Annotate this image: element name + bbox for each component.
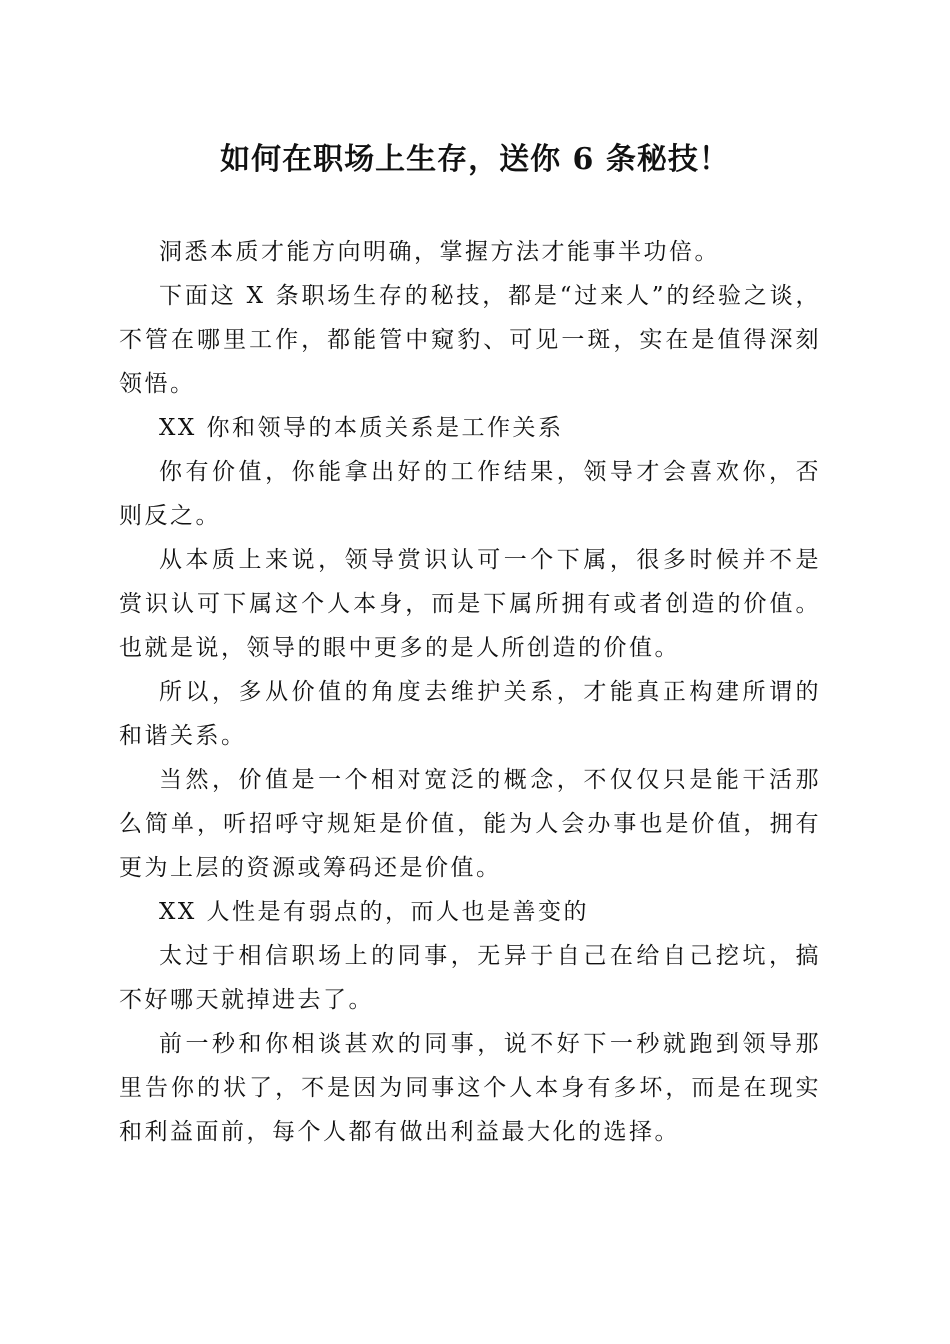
paragraph-overview: 下面这 X 条职场生存的秘技，都是“过来人”的经验之谈，不管在哪里工作，都能管中窥豹、可见一斑，实在是值得深刻领悟。 — [119, 283, 821, 397]
paragraph: 太过于相信职场上的同事，无异于自己在给自己挖坑，搞不好哪天就掉进去了。 — [119, 943, 821, 1013]
paragraph: 前一秒和你相谈甚欢的同事，说不好下一秒就跑到领导那里告你的状了，不是因为同事这个人本身有多坏，而是在现实和利益面前，每个人都有做出利益最大化的选择。 — [119, 1031, 821, 1145]
section-heading-1: XX 你和领导的本质关系是工作关系 — [159, 415, 564, 441]
paragraph: 从本质上来说，领导赏识认可一个下属，很多时候并不是赏识认可下属这个人本身，而是下属所拥有或者创造的价值。也就是说，领导的眼中更多的是人所创造的价值。 — [119, 547, 821, 661]
paragraph: 所以，多从价值的角度去维护关系，才能真正构建所谓的和谐关系。 — [119, 679, 821, 749]
document-body — [119, 230, 821, 1154]
paragraph: 当然，价值是一个相对宽泛的概念，不仅仅只是能干活那么简单，听招呼守规矩是价值，能为人会办事也是价值，拥有更为上层的资源或筹码还是价值。 — [119, 767, 821, 881]
paragraph: 你有价值，你能拿出好的工作结果，领导才会喜欢你，否则反之。 — [119, 459, 821, 529]
document-title: 如何在职场上生存，送你 6 条秘技！ — [220, 142, 730, 177]
section-heading-2: XX 人性是有弱点的，而人也是善变的 — [159, 899, 590, 925]
paragraph-intro: 洞悉本质才能方向明确，掌握方法才能事半功倍。 — [159, 239, 720, 265]
